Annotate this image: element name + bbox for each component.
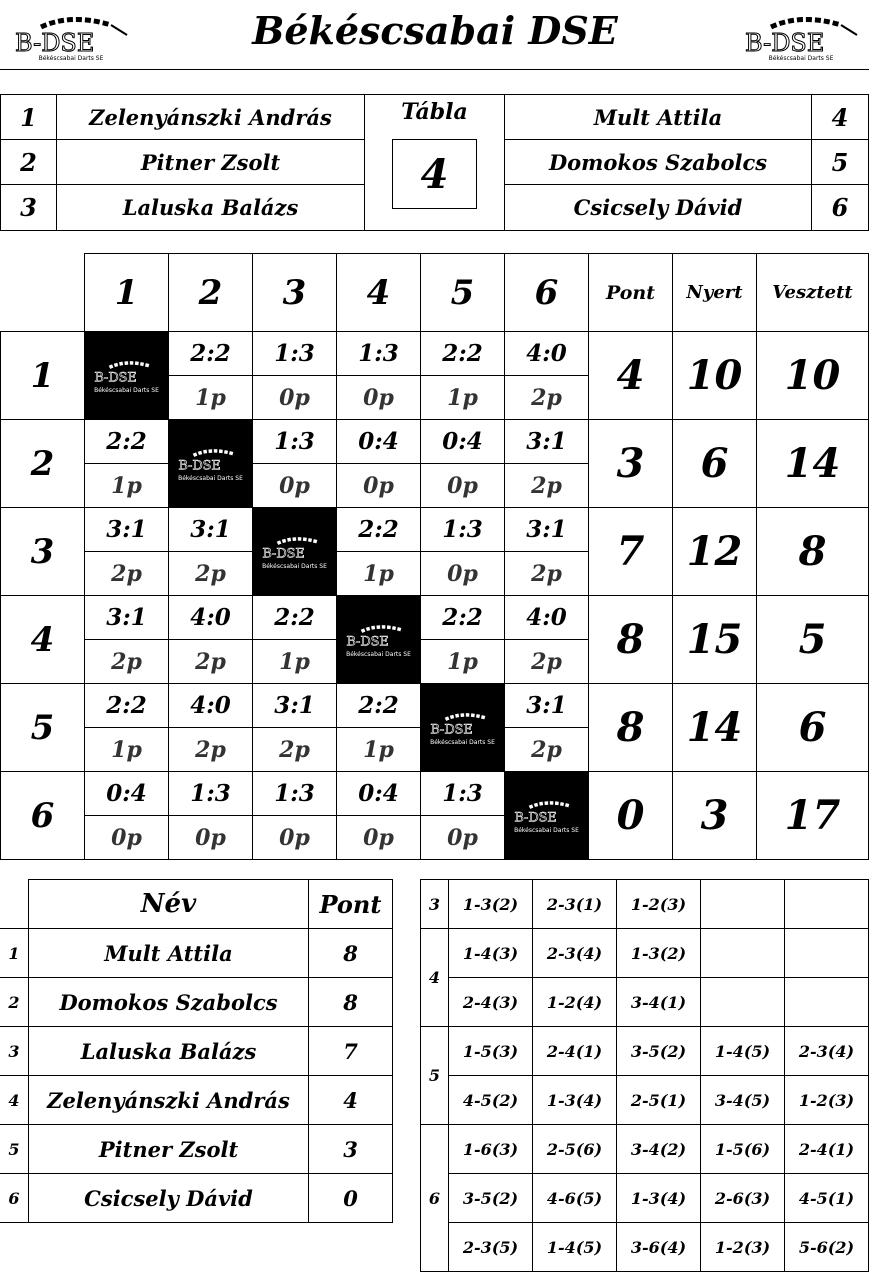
ranking-name: Csicsely Dávid — [28, 1173, 309, 1223]
schedule-match: 1-4(5) — [532, 1222, 617, 1272]
logo-subtitle: Békéscsabai Darts SE — [514, 827, 579, 834]
match-points: 2p — [168, 551, 253, 596]
schedule-match: 2-4(1) — [532, 1026, 617, 1076]
match-score: 1:3 — [252, 419, 337, 464]
page-title: Békéscsabai DSE — [252, 8, 618, 53]
ranking-rank: 5 — [0, 1124, 29, 1174]
match-score: 3:1 — [504, 683, 589, 728]
diagonal-logo — [420, 683, 505, 772]
schedule-table — [420, 879, 869, 1272]
match-points: 1p — [420, 375, 505, 420]
logo-subtitle: Békéscsabai Darts SE — [178, 475, 243, 482]
matrix-row-header: 3 — [0, 507, 85, 596]
lineup-right-name: Mult Attila — [504, 94, 812, 140]
schedule-match: 2-5(1) — [616, 1075, 701, 1125]
ranking-name: Mult Attila — [28, 928, 309, 978]
diagonal-logo — [336, 595, 421, 684]
schedule-match: 1-3(2) — [448, 879, 533, 929]
logo-text: B-DSE — [177, 458, 221, 474]
match-points: 0p — [336, 375, 421, 420]
ranking-rank: 2 — [0, 977, 29, 1027]
matrix-col-header: 5 — [420, 253, 505, 332]
match-score: 3:1 — [168, 507, 253, 552]
results-matrix — [0, 253, 869, 857]
match-score: 1:3 — [252, 331, 337, 376]
schedule-round-label: 4 — [420, 928, 449, 1027]
matrix-nyert-value: 12 — [672, 507, 757, 596]
ranking-points: 3 — [308, 1124, 393, 1174]
matrix-row-header: 2 — [0, 419, 85, 508]
matrix-nyert-value: 3 — [672, 771, 757, 860]
matrix-vesztett-value: 6 — [756, 683, 869, 772]
ranking-rank: 4 — [0, 1075, 29, 1125]
matrix-row-header: 6 — [0, 771, 85, 860]
schedule-match: 2-3(1) — [532, 879, 617, 929]
schedule-match: 1-4(3) — [448, 928, 533, 978]
match-points: 0p — [420, 551, 505, 596]
ranking-name: Pitner Zsolt — [28, 1124, 309, 1174]
ranking-rank: 6 — [0, 1173, 29, 1223]
schedule-match: 2-3(4) — [784, 1026, 869, 1076]
match-score: 4:0 — [504, 331, 589, 376]
logo-subtitle-left: Békéscsabai Darts SE — [38, 54, 104, 62]
match-score: 2:2 — [84, 683, 169, 728]
header — [0, 0, 869, 70]
matrix-col-header: 1 — [84, 253, 169, 332]
lineup-left-name: Zelenyánszki András — [56, 94, 365, 140]
matrix-pont-value: 8 — [588, 683, 673, 772]
matrix-vesztett-value: 10 — [756, 331, 869, 420]
match-points: 2p — [504, 639, 589, 684]
match-score: 2:2 — [420, 595, 505, 640]
ranking-name: Laluska Balázs — [28, 1026, 309, 1076]
darts-logo-icon — [11, 15, 131, 55]
schedule-match: 1-3(4) — [616, 1173, 701, 1223]
match-points: 2p — [84, 639, 169, 684]
diagonal-logo — [504, 771, 589, 860]
match-score: 2:2 — [84, 419, 169, 464]
match-score: 0:4 — [336, 771, 421, 816]
logo-subtitle: Békéscsabai Darts SE — [346, 651, 411, 658]
match-points: 2p — [84, 551, 169, 596]
matrix-vesztett-value: 17 — [756, 771, 869, 860]
schedule-match: 2-3(5) — [448, 1222, 533, 1272]
match-points: 0p — [252, 815, 337, 860]
matrix-nyert-value: 15 — [672, 595, 757, 684]
schedule-match: 2-6(3) — [700, 1173, 785, 1223]
schedule-match: 1-3(4) — [532, 1075, 617, 1125]
matrix-pont-value: 0 — [588, 771, 673, 860]
schedule-match: 1-2(3) — [784, 1075, 869, 1125]
ranking-name: Domokos Szabolcs — [28, 977, 309, 1027]
match-score: 1:3 — [420, 771, 505, 816]
logo-subtitle: Békéscsabai Darts SE — [430, 739, 495, 746]
schedule-match: 4-6(5) — [532, 1173, 617, 1223]
schedule-match: 2-5(6) — [532, 1124, 617, 1174]
match-points: 2p — [504, 375, 589, 420]
schedule-match: 5-6(2) — [784, 1222, 869, 1272]
schedule-match: 4-5(2) — [448, 1075, 533, 1125]
match-points: 2p — [252, 727, 337, 772]
logo-text: B-DSE — [261, 546, 305, 562]
ranking-points-header: Pont — [308, 879, 393, 929]
matrix-stat-header: Pont — [588, 253, 673, 332]
lineup-right-num: 6 — [811, 184, 869, 231]
table-block — [364, 94, 505, 231]
schedule-match: 4-5(1) — [784, 1173, 869, 1223]
match-points: 1p — [168, 375, 253, 420]
schedule-match: 3-4(1) — [616, 977, 701, 1027]
ranking-points: 0 — [308, 1173, 393, 1223]
darts-logo-icon — [92, 357, 162, 387]
match-score: 0:4 — [336, 419, 421, 464]
match-points: 1p — [336, 727, 421, 772]
match-points: 2p — [168, 727, 253, 772]
matrix-nyert-value: 10 — [672, 331, 757, 420]
match-score: 3:1 — [504, 419, 589, 464]
darts-logo-icon — [512, 797, 582, 827]
match-points: 1p — [336, 551, 421, 596]
diagonal-logo — [168, 419, 253, 508]
logo-subtitle: Békéscsabai Darts SE — [94, 387, 159, 394]
schedule-match: 1-6(3) — [448, 1124, 533, 1174]
schedule-match: 3-5(2) — [616, 1026, 701, 1076]
ranking-name: Zelenyánszki András — [28, 1075, 309, 1125]
matrix-pont-value: 4 — [588, 331, 673, 420]
match-score: 1:3 — [336, 331, 421, 376]
match-score: 2:2 — [420, 331, 505, 376]
lineup-right-name: Domokos Szabolcs — [504, 139, 812, 185]
schedule-match: 1-2(3) — [616, 879, 701, 929]
match-points: 2p — [504, 727, 589, 772]
matrix-nyert-value: 14 — [672, 683, 757, 772]
match-points: 1p — [84, 727, 169, 772]
lineup-right-num: 4 — [811, 94, 869, 140]
match-points: 2p — [168, 639, 253, 684]
matrix-row-header: 1 — [0, 331, 85, 420]
match-score: 2:2 — [336, 507, 421, 552]
logo-text: B-DSE — [513, 810, 557, 826]
match-points: 1p — [84, 463, 169, 508]
match-points: 0p — [420, 463, 505, 508]
darts-logo-icon — [344, 621, 414, 651]
ranking-name-header: Név — [28, 879, 309, 929]
schedule-match: 2-3(4) — [532, 928, 617, 978]
schedule-match: 1-3(2) — [616, 928, 701, 978]
lineup-left-num: 1 — [0, 94, 57, 140]
logo-text: B-DSE — [93, 370, 137, 386]
lineup-left-name: Laluska Balázs — [56, 184, 365, 231]
logo-right — [736, 10, 866, 66]
logo-subtitle-right: Békéscsabai Darts SE — [768, 54, 834, 62]
schedule-match: 1-5(3) — [448, 1026, 533, 1076]
match-score: 3:1 — [504, 507, 589, 552]
match-score: 2:2 — [168, 331, 253, 376]
match-points: 1p — [252, 639, 337, 684]
darts-logo-icon — [176, 445, 246, 475]
match-score: 4:0 — [168, 683, 253, 728]
matrix-col-header: 2 — [168, 253, 253, 332]
matrix-stat-header: Nyert — [672, 253, 757, 332]
schedule-match: 3-4(2) — [616, 1124, 701, 1174]
schedule-match — [784, 977, 869, 1027]
match-points: 0p — [420, 815, 505, 860]
header-divider — [0, 69, 869, 70]
matrix-vesztett-value: 14 — [756, 419, 869, 508]
matrix-col-header: 3 — [252, 253, 337, 332]
match-score: 0:4 — [84, 771, 169, 816]
matrix-vesztett-value: 5 — [756, 595, 869, 684]
schedule-match — [700, 977, 785, 1027]
match-score: 4:0 — [504, 595, 589, 640]
lineup-section — [0, 94, 869, 231]
lineup-right-num: 5 — [811, 139, 869, 185]
table-number: 4 — [392, 139, 477, 209]
matrix-row-header: 5 — [0, 683, 85, 772]
matrix-stat-header: Vesztett — [756, 253, 869, 332]
matrix-col-header: 4 — [336, 253, 421, 332]
ranking-points: 7 — [308, 1026, 393, 1076]
darts-logo-icon — [260, 533, 330, 563]
matrix-pont-value: 3 — [588, 419, 673, 508]
match-points: 0p — [168, 815, 253, 860]
logo-text-left: B-DSE — [15, 28, 95, 55]
schedule-match: 3-6(4) — [616, 1222, 701, 1272]
darts-logo-icon — [428, 709, 498, 739]
diagonal-logo — [252, 507, 337, 596]
match-points: 2p — [504, 551, 589, 596]
match-score: 4:0 — [168, 595, 253, 640]
schedule-match — [784, 928, 869, 978]
schedule-match: 2-4(1) — [784, 1124, 869, 1174]
matrix-pont-value: 8 — [588, 595, 673, 684]
table-label: Tábla — [401, 99, 468, 125]
match-score: 3:1 — [252, 683, 337, 728]
logo-left — [6, 10, 136, 66]
schedule-match: 1-5(6) — [700, 1124, 785, 1174]
match-score: 2:2 — [336, 683, 421, 728]
schedule-round-label: 3 — [420, 879, 449, 929]
ranking-points: 8 — [308, 928, 393, 978]
ranking-table — [0, 879, 393, 1222]
match-points: 1p — [420, 639, 505, 684]
matrix-vesztett-value: 8 — [756, 507, 869, 596]
match-points: 0p — [336, 463, 421, 508]
logo-text-right: B-DSE — [745, 28, 825, 55]
matrix-pont-value: 7 — [588, 507, 673, 596]
matrix-nyert-value: 6 — [672, 419, 757, 508]
schedule-match: 1-4(5) — [700, 1026, 785, 1076]
matrix-col-header: 6 — [504, 253, 589, 332]
schedule-match: 2-4(3) — [448, 977, 533, 1027]
diagonal-logo — [84, 331, 169, 420]
ranking-rank: 1 — [0, 928, 29, 978]
schedule-match: 3-4(5) — [700, 1075, 785, 1125]
lineup-left-num: 3 — [0, 184, 57, 231]
darts-logo-icon — [741, 15, 861, 55]
logo-subtitle: Békéscsabai Darts SE — [262, 563, 327, 570]
lineup-left-name: Pitner Zsolt — [56, 139, 365, 185]
ranking-points: 8 — [308, 977, 393, 1027]
match-score: 1:3 — [252, 771, 337, 816]
match-points: 2p — [504, 463, 589, 508]
matrix-row-header: 4 — [0, 595, 85, 684]
schedule-match — [784, 879, 869, 929]
schedule-round-label: 6 — [420, 1124, 449, 1272]
match-score: 0:4 — [420, 419, 505, 464]
match-score: 2:2 — [252, 595, 337, 640]
match-score: 3:1 — [84, 507, 169, 552]
schedule-match: 1-2(4) — [532, 977, 617, 1027]
schedule-round-label: 5 — [420, 1026, 449, 1125]
match-points: 0p — [84, 815, 169, 860]
lineup-left-num: 2 — [0, 139, 57, 185]
match-score: 1:3 — [420, 507, 505, 552]
schedule-match: 3-5(2) — [448, 1173, 533, 1223]
ranking-rank: 3 — [0, 1026, 29, 1076]
match-score: 3:1 — [84, 595, 169, 640]
match-score: 1:3 — [168, 771, 253, 816]
schedule-match — [700, 928, 785, 978]
match-points: 0p — [252, 463, 337, 508]
match-points: 0p — [336, 815, 421, 860]
logo-text: B-DSE — [429, 722, 473, 738]
lineup-right-name: Csicsely Dávid — [504, 184, 812, 231]
schedule-match: 1-2(3) — [700, 1222, 785, 1272]
schedule-match — [700, 879, 785, 929]
ranking-points: 4 — [308, 1075, 393, 1125]
logo-text: B-DSE — [345, 634, 389, 650]
match-points: 0p — [252, 375, 337, 420]
